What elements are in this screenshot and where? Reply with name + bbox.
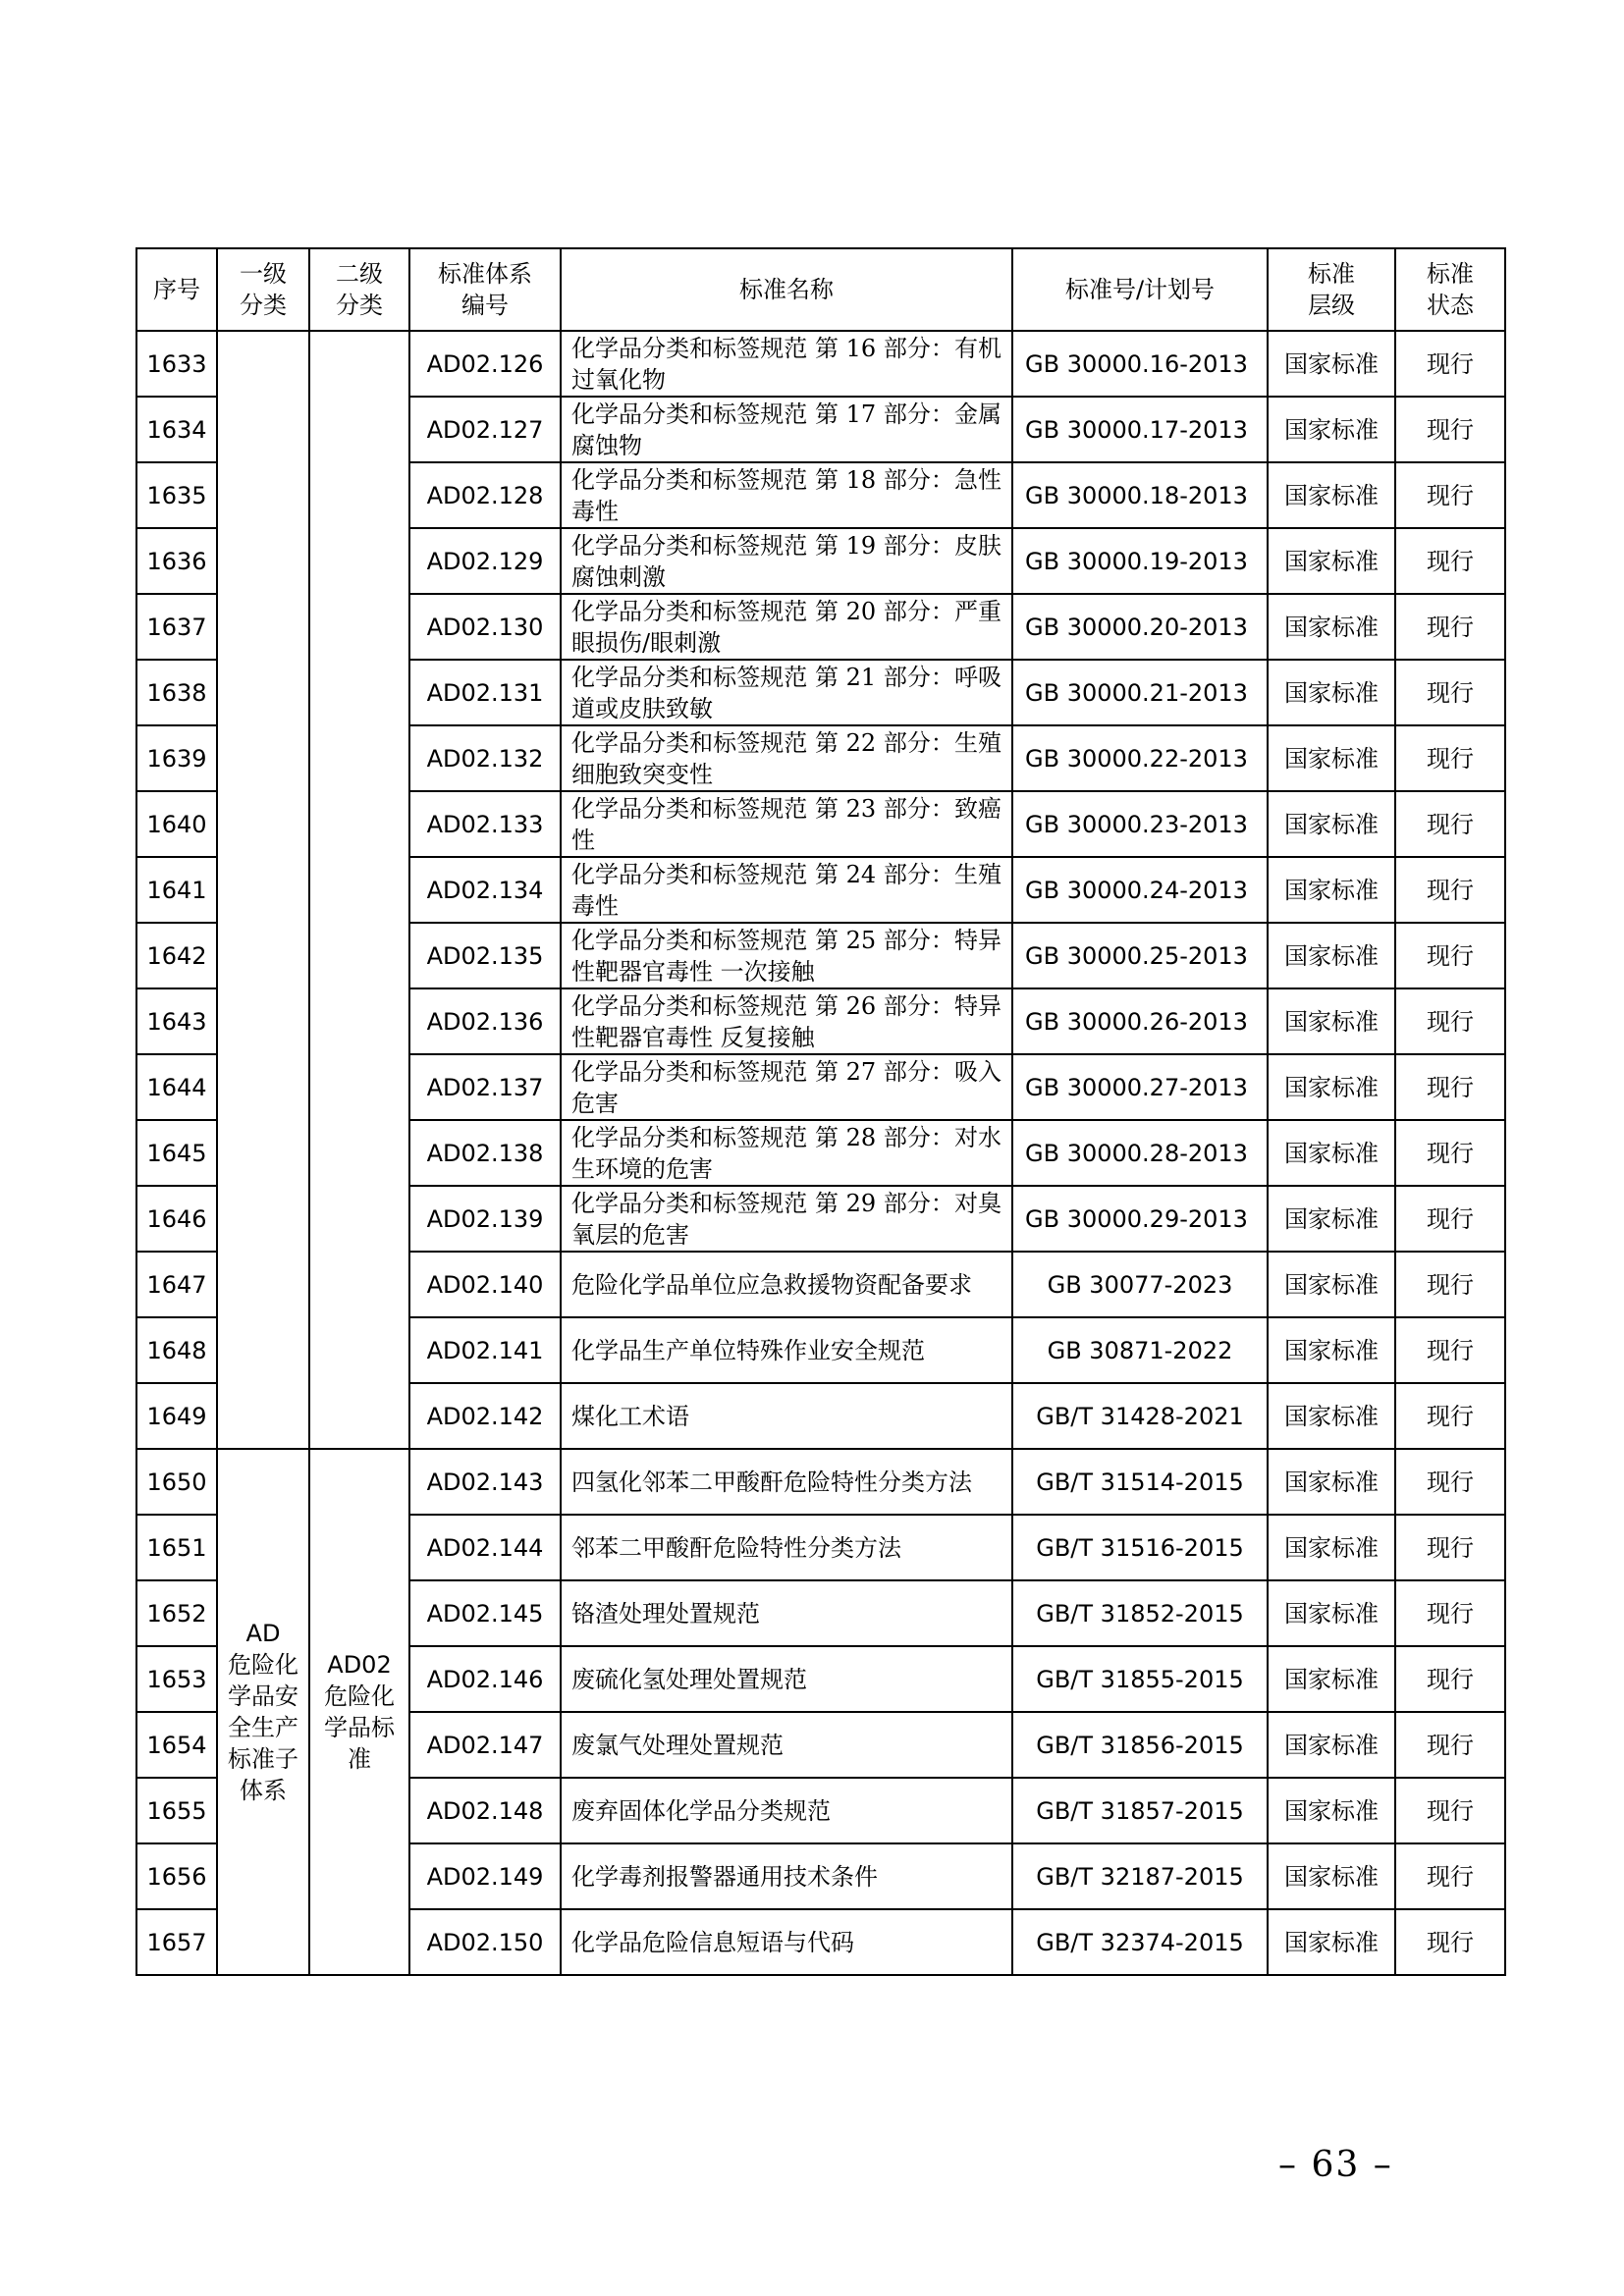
row-standard-name: 化学品分类和标签规范 第 27 部分：吸入危害 (561, 1054, 1012, 1120)
row-standard-name: 化学品危险信息短语与代码 (561, 1909, 1012, 1975)
row-standard-status: 现行 (1395, 988, 1505, 1054)
row-standard-name: 化学毒剂报警器通用技术条件 (561, 1843, 1012, 1909)
row-seq: 1657 (136, 1909, 217, 1975)
level1-category-label: 危险化学品安全生产标准子体系 (228, 1651, 298, 1804)
row-seq: 1635 (136, 462, 217, 528)
level2-category-code: AD02 (327, 1651, 392, 1679)
header-standard-status: 标准 状态 (1395, 248, 1505, 331)
row-system-code: AD02.135 (409, 923, 561, 988)
row-standard-tier: 国家标准 (1268, 462, 1395, 528)
row-standard-tier: 国家标准 (1268, 1186, 1395, 1252)
row-system-code: AD02.127 (409, 397, 561, 462)
row-standard-tier: 国家标准 (1268, 1515, 1395, 1580)
row-seq: 1651 (136, 1515, 217, 1580)
row-standard-number: GB 30000.23-2013 (1012, 791, 1268, 857)
row-system-code: AD02.140 (409, 1252, 561, 1317)
row-standard-tier: 国家标准 (1268, 1778, 1395, 1843)
row-seq: 1637 (136, 594, 217, 660)
table-header-row (136, 248, 1505, 331)
row-standard-status: 现行 (1395, 1646, 1505, 1712)
row-system-code: AD02.128 (409, 462, 561, 528)
row-seq: 1643 (136, 988, 217, 1054)
row-standard-name: 化学品分类和标签规范 第 17 部分：金属腐蚀物 (561, 397, 1012, 462)
row-standard-status: 现行 (1395, 1580, 1505, 1646)
row-seq: 1641 (136, 857, 217, 923)
row-standard-name: 化学品分类和标签规范 第 18 部分：急性毒性 (561, 462, 1012, 528)
row-standard-tier: 国家标准 (1268, 923, 1395, 988)
row-standard-status: 现行 (1395, 1515, 1505, 1580)
table-row (136, 331, 1505, 397)
row-standard-name: 化学品分类和标签规范 第 22 部分：生殖细胞致突变性 (561, 725, 1012, 791)
row-standard-name: 化学品分类和标签规范 第 25 部分：特异性靶器官毒性 一次接触 (561, 923, 1012, 988)
row-standard-status: 现行 (1395, 1383, 1505, 1449)
row-system-code: AD02.150 (409, 1909, 561, 1975)
row-standard-tier: 国家标准 (1268, 1843, 1395, 1909)
row-standard-status: 现行 (1395, 462, 1505, 528)
row-system-code: AD02.134 (409, 857, 561, 923)
row-standard-name: 邻苯二甲酸酐危险特性分类方法 (561, 1515, 1012, 1580)
row-standard-number: GB 30871-2022 (1012, 1317, 1268, 1383)
table-body (136, 331, 1505, 1975)
row-standard-tier: 国家标准 (1268, 1120, 1395, 1186)
row-system-code: AD02.148 (409, 1778, 561, 1843)
header-level2-category: 二级 分类 (309, 248, 409, 331)
row-standard-tier: 国家标准 (1268, 1054, 1395, 1120)
row-system-code: AD02.131 (409, 660, 561, 725)
header-standard-tier: 标准 层级 (1268, 248, 1395, 331)
row-standard-status: 现行 (1395, 1909, 1505, 1975)
row-standard-name: 化学品分类和标签规范 第 29 部分：对臭氧层的危害 (561, 1186, 1012, 1252)
row-standard-name: 铬渣处理处置规范 (561, 1580, 1012, 1646)
header-standard-name: 标准名称 (561, 248, 1012, 331)
row-seq: 1633 (136, 331, 217, 397)
row-standard-status: 现行 (1395, 857, 1505, 923)
row-standard-status: 现行 (1395, 660, 1505, 725)
row-standard-tier: 国家标准 (1268, 528, 1395, 594)
row-standard-number: GB 30077-2023 (1012, 1252, 1268, 1317)
row-standard-number: GB/T 31514-2015 (1012, 1449, 1268, 1515)
row-system-code: AD02.133 (409, 791, 561, 857)
row-standard-status: 现行 (1395, 1778, 1505, 1843)
row-standard-tier: 国家标准 (1268, 1317, 1395, 1383)
page-number: – 63 – (1278, 2145, 1393, 2185)
row-standard-name: 废硫化氢处理处置规范 (561, 1646, 1012, 1712)
row-standard-name: 化学品生产单位特殊作业安全规范 (561, 1317, 1012, 1383)
row-seq: 1652 (136, 1580, 217, 1646)
row-system-code: AD02.139 (409, 1186, 561, 1252)
row-standard-tier: 国家标准 (1268, 857, 1395, 923)
row-standard-name: 化学品分类和标签规范 第 28 部分：对水生环境的危害 (561, 1120, 1012, 1186)
row-standard-status: 现行 (1395, 1186, 1505, 1252)
row-standard-number: GB 30000.28-2013 (1012, 1120, 1268, 1186)
row-standard-name: 化学品分类和标签规范 第 24 部分：生殖毒性 (561, 857, 1012, 923)
row-standard-tier: 国家标准 (1268, 988, 1395, 1054)
row-seq: 1653 (136, 1646, 217, 1712)
row-standard-tier: 国家标准 (1268, 594, 1395, 660)
row-standard-tier: 国家标准 (1268, 791, 1395, 857)
row-seq: 1654 (136, 1712, 217, 1778)
row-standard-status: 现行 (1395, 725, 1505, 791)
row-system-code: AD02.149 (409, 1843, 561, 1909)
row-seq: 1634 (136, 397, 217, 462)
row-system-code: AD02.132 (409, 725, 561, 791)
row-standard-tier: 国家标准 (1268, 397, 1395, 462)
row-standard-status: 现行 (1395, 528, 1505, 594)
row-standard-status: 现行 (1395, 397, 1505, 462)
row-standard-tier: 国家标准 (1268, 660, 1395, 725)
row-standard-status: 现行 (1395, 594, 1505, 660)
row-standard-status: 现行 (1395, 331, 1505, 397)
row-standard-status: 现行 (1395, 1843, 1505, 1909)
header-level1-category: 一级 分类 (217, 248, 309, 331)
row-standard-name: 四氢化邻苯二甲酸酐危险特性分类方法 (561, 1449, 1012, 1515)
row-seq: 1656 (136, 1843, 217, 1909)
row-system-code: AD02.129 (409, 528, 561, 594)
row-standard-name: 化学品分类和标签规范 第 16 部分：有机过氧化物 (561, 331, 1012, 397)
row-standard-tier: 国家标准 (1268, 331, 1395, 397)
row-system-code: AD02.138 (409, 1120, 561, 1186)
row-standard-status: 现行 (1395, 1054, 1505, 1120)
row-system-code: AD02.142 (409, 1383, 561, 1449)
row-seq: 1648 (136, 1317, 217, 1383)
row-system-code: AD02.143 (409, 1449, 561, 1515)
row-seq: 1649 (136, 1383, 217, 1449)
header-standard-number: 标准号/计划号 (1012, 248, 1268, 331)
row-standard-number: GB/T 32374-2015 (1012, 1909, 1268, 1975)
row-standard-number: GB 30000.29-2013 (1012, 1186, 1268, 1252)
row-seq: 1640 (136, 791, 217, 857)
level2-category-cell (309, 331, 409, 1449)
row-standard-status: 现行 (1395, 1252, 1505, 1317)
row-standard-name: 废弃固体化学品分类规范 (561, 1778, 1012, 1843)
table-row (136, 1449, 1505, 1515)
row-system-code: AD02.146 (409, 1646, 561, 1712)
row-seq: 1644 (136, 1054, 217, 1120)
row-standard-name: 危险化学品单位应急救援物资配备要求 (561, 1252, 1012, 1317)
row-system-code: AD02.130 (409, 594, 561, 660)
row-standard-number: GB 30000.22-2013 (1012, 725, 1268, 791)
row-standard-status: 现行 (1395, 1317, 1505, 1383)
row-standard-name: 化学品分类和标签规范 第 19 部分：皮肤腐蚀刺激 (561, 528, 1012, 594)
row-seq: 1645 (136, 1120, 217, 1186)
level2-category-label: 危险化学品标准 (324, 1682, 395, 1773)
row-standard-number: GB/T 31855-2015 (1012, 1646, 1268, 1712)
row-standard-number: GB/T 32187-2015 (1012, 1843, 1268, 1909)
level2-category-cell (309, 1449, 409, 1975)
row-standard-name: 化学品分类和标签规范 第 21 部分：呼吸道或皮肤致敏 (561, 660, 1012, 725)
row-standard-tier: 国家标准 (1268, 1909, 1395, 1975)
row-standard-number: GB 30000.25-2013 (1012, 923, 1268, 988)
row-system-code: AD02.145 (409, 1580, 561, 1646)
row-standard-number: GB/T 31857-2015 (1012, 1778, 1268, 1843)
row-system-code: AD02.126 (409, 331, 561, 397)
row-standard-number: GB 30000.26-2013 (1012, 988, 1268, 1054)
row-standard-status: 现行 (1395, 1120, 1505, 1186)
level1-category-cell (217, 331, 309, 1449)
row-standard-status: 现行 (1395, 1449, 1505, 1515)
row-seq: 1647 (136, 1252, 217, 1317)
row-system-code: AD02.141 (409, 1317, 561, 1383)
row-seq: 1636 (136, 528, 217, 594)
header-system-code: 标准体系 编号 (409, 248, 561, 331)
row-system-code: AD02.144 (409, 1515, 561, 1580)
row-standard-tier: 国家标准 (1268, 1449, 1395, 1515)
row-standard-tier: 国家标准 (1268, 1712, 1395, 1778)
row-system-code: AD02.147 (409, 1712, 561, 1778)
row-standard-number: GB 30000.27-2013 (1012, 1054, 1268, 1120)
row-seq: 1642 (136, 923, 217, 988)
row-standard-number: GB/T 31852-2015 (1012, 1580, 1268, 1646)
header-seq: 序号 (136, 248, 217, 331)
row-system-code: AD02.137 (409, 1054, 561, 1120)
row-standard-number: GB 30000.17-2013 (1012, 397, 1268, 462)
row-standard-number: GB 30000.24-2013 (1012, 857, 1268, 923)
row-standard-tier: 国家标准 (1268, 1252, 1395, 1317)
row-standard-tier: 国家标准 (1268, 1580, 1395, 1646)
row-standard-status: 现行 (1395, 1712, 1505, 1778)
row-seq: 1639 (136, 725, 217, 791)
row-standard-tier: 国家标准 (1268, 1646, 1395, 1712)
row-standard-number: GB 30000.19-2013 (1012, 528, 1268, 594)
row-seq: 1638 (136, 660, 217, 725)
row-standard-number: GB/T 31856-2015 (1012, 1712, 1268, 1778)
row-standard-name: 废氯气处理处置规范 (561, 1712, 1012, 1778)
row-standard-number: GB 30000.21-2013 (1012, 660, 1268, 725)
row-standard-tier: 国家标准 (1268, 725, 1395, 791)
row-seq: 1650 (136, 1449, 217, 1515)
row-standard-number: GB 30000.18-2013 (1012, 462, 1268, 528)
level1-category-code: AD (245, 1620, 281, 1647)
standards-table (135, 247, 1506, 1976)
row-standard-number: GB 30000.20-2013 (1012, 594, 1268, 660)
row-standard-status: 现行 (1395, 791, 1505, 857)
row-standard-name: 化学品分类和标签规范 第 26 部分：特异性靶器官毒性 反复接触 (561, 988, 1012, 1054)
row-standard-number: GB/T 31428-2021 (1012, 1383, 1268, 1449)
level1-category-cell (217, 1449, 309, 1975)
row-system-code: AD02.136 (409, 988, 561, 1054)
row-standard-number: GB 30000.16-2013 (1012, 331, 1268, 397)
row-seq: 1646 (136, 1186, 217, 1252)
row-standard-status: 现行 (1395, 923, 1505, 988)
row-seq: 1655 (136, 1778, 217, 1843)
row-standard-number: GB/T 31516-2015 (1012, 1515, 1268, 1580)
row-standard-name: 化学品分类和标签规范 第 23 部分：致癌性 (561, 791, 1012, 857)
row-standard-tier: 国家标准 (1268, 1383, 1395, 1449)
row-standard-name: 煤化工术语 (561, 1383, 1012, 1449)
row-standard-name: 化学品分类和标签规范 第 20 部分：严重眼损伤/眼刺激 (561, 594, 1012, 660)
